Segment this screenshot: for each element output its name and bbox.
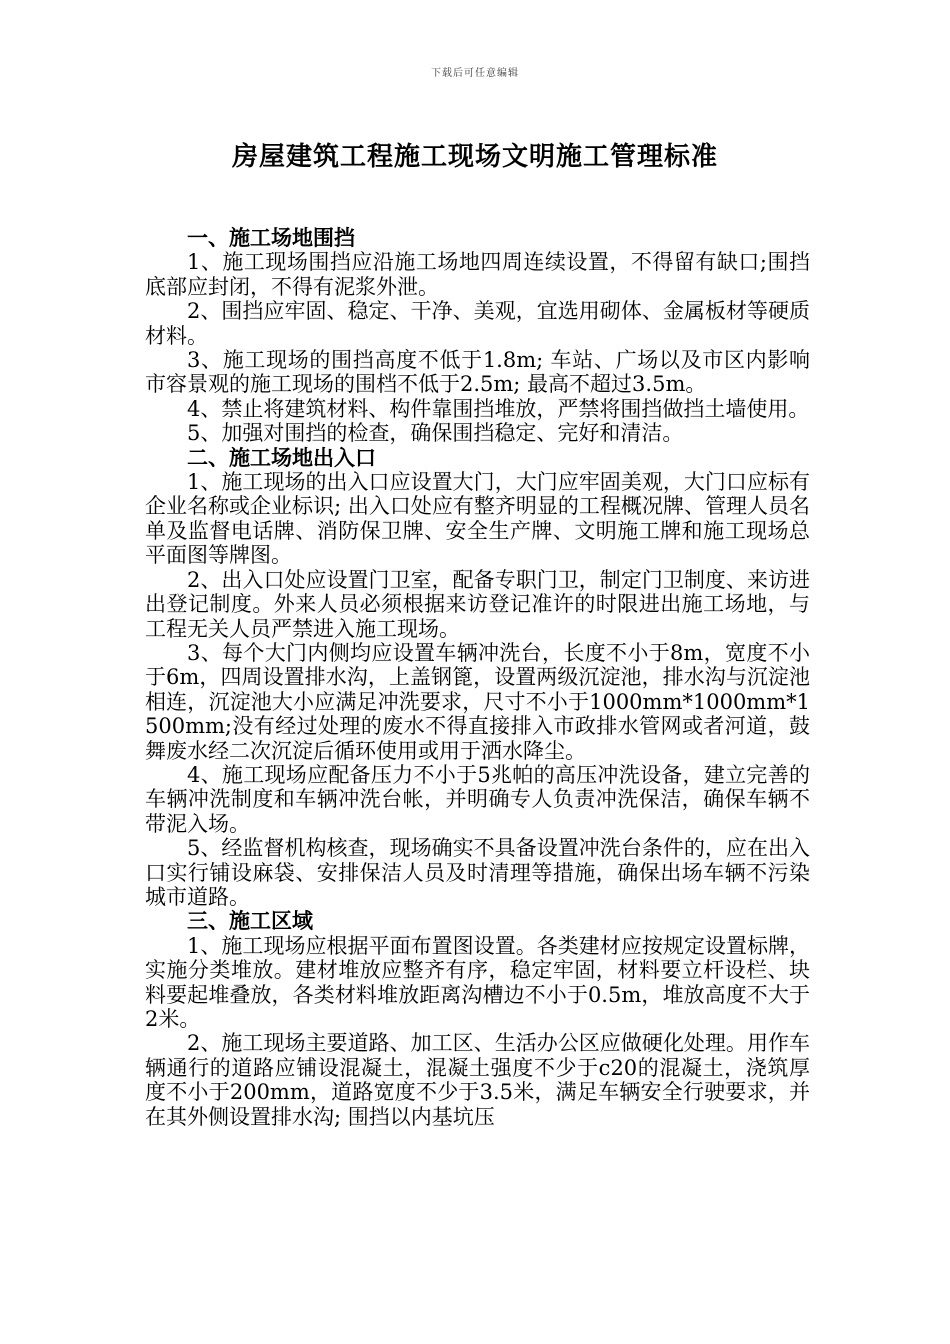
section-entrance — [145, 446, 810, 910]
paragraph: 2、出入口处应设置门卫室，配备专职门卫，制定门卫制度、来访进出登记制度。外来人员必须根据来访登记准许的时限进出施工场地，与工程无关人员严禁进入施工现场。 — [145, 567, 810, 641]
paragraph: 4、禁止将建筑材料、构件靠围挡堆放，严禁将围挡做挡土墙使用。 — [187, 396, 810, 421]
paragraph: 5、经监督机构核查，现场确实不具备设置冲洗台条件的，应在出入口实行铺设麻袋、安排保洁人员及时清理等措施，确保出场车辆不污染城市道路。 — [145, 836, 810, 909]
paragraph: 3、施工现场的围挡高度不低于1.8m; 车站、广场以及市区内影响市容景观的施工现场的围档不低于2.5m; 最高不超过3.5m。 — [145, 348, 810, 397]
paragraph: 2、施工现场主要道路、加工区、生活办公区应做硬化处理。用作车辆通行的道路应铺设混凝土，混凝土强度不少于c20的混凝土，浇筑厚度不小于200mm，道路宽度不少于3.5米，满足车辆安全行驶要求，并在其外侧设置排水沟; 围挡以内基坑压 — [145, 1031, 810, 1129]
paragraph: 2、围挡应牢固、稳定、干净、美观，宜选用砌体、金属板材等硬质材料。 — [145, 299, 810, 348]
paragraph: 1、施工现场的出入口应设置大门，大门应牢固美观，大门口应标有企业名称或企业标识; 出入口处应有整齐明显的工程概况牌、管理人员名单及监督电话牌、消防保卫牌、安全生产牌、文明施工牌和施工现场总平面图等牌图。 — [145, 470, 810, 568]
section-enclosure — [145, 226, 810, 446]
paragraph: 1、施工现场应根据平面布置图设置。各类建材应按规定设置标牌，实施分类堆放。建材堆放应整齐有序，稳定牢固，材料要立杆设栏、块料要起堆叠放，各类材料堆放距离沟槽边不小于0.5m，堆放高度不大于2米。 — [145, 933, 810, 1031]
section-heading: 二、施工场地出入口 — [187, 445, 376, 470]
document-title: 房屋建筑工程施工现场文明施工管理标准 — [231, 142, 718, 172]
paragraph: 1、施工现场围挡应沿施工场地四周连续设置，不得留有缺口;围挡底部应封闭，不得有泥浆外泄。 — [145, 250, 810, 299]
header-note: 下载后可任意编辑 — [431, 68, 519, 79]
section-heading: 一、施工场地围挡 — [187, 226, 355, 250]
paragraph: 3、每个大门内侧均应设置车辆冲洗台，长度不小于8m，宽度不小于6m，四周设置排水沟，上盖钢篦，设置两级沉淀池，排水沟与沉淀池相连，沉淀池大小应满足冲洗要求，尺寸不小于1000mm*1000mm*1500mm;没有经过处理的废水不得直接排入市政排水管网或者河道，鼓舞废水经二次沉淀后循环使用或用于洒水降尘。 — [145, 640, 810, 763]
section-construction-area — [145, 909, 810, 1129]
paragraph: 4、施工现场应配备压力不小于5兆帕的高压冲洗设备，建立完善的车辆冲洗制度和车辆冲洗台帐，并明确专人负责冲洗保洁，确保车辆不带泥入场。 — [145, 762, 810, 836]
document-body — [145, 226, 810, 1129]
paragraph: 5、加强对围挡的检查，确保围挡稳定、完好和清洁。 — [187, 421, 684, 446]
section-heading: 三、施工区域 — [187, 909, 313, 934]
